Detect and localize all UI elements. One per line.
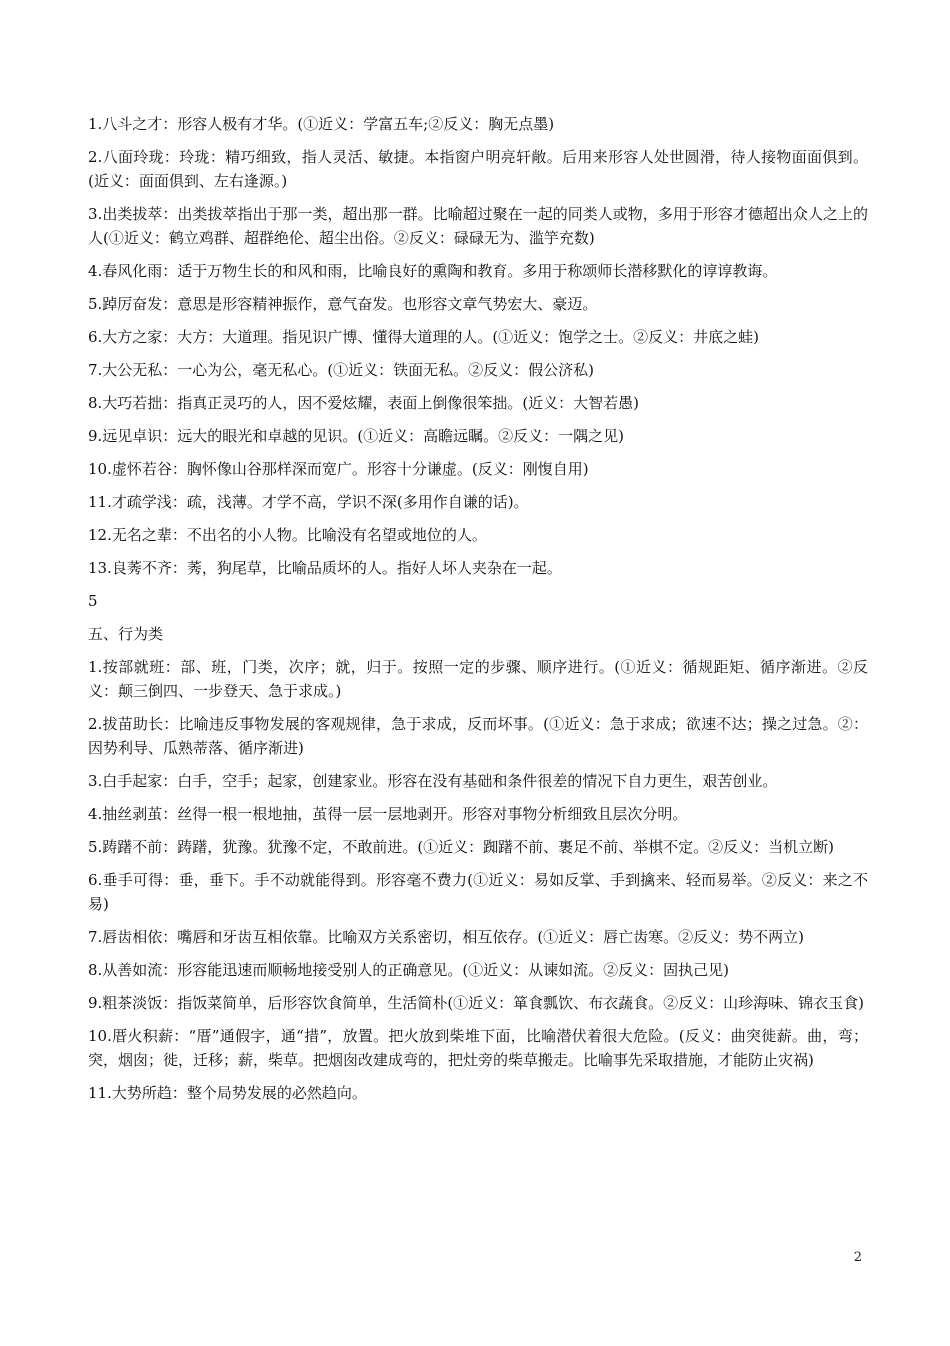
idiom-entry: 9.粗茶淡饭：指饭菜简单，后形容饮食简单，生活简朴(①近义：箪食瓢饮、布衣蔬食。②反义：山珍海味、锦衣玉食) — [88, 994, 865, 1012]
idiom-entry: 5.踌躇不前：踌躇，犹豫。犹豫不定，不敢前进。(①近义：踟躇不前、裹足不前、举棋不定。②反义：当机立断) — [88, 838, 835, 856]
idiom-entry: 2.拔苗助长：比喻违反事物发展的客观规律，急于求成，反而坏事。(①近义：急于求成；欲速不达；操之过急。②：因势利导、瓜熟蒂落、循序渐进) — [88, 715, 868, 757]
idiom-entry: 4.春风化雨：适于万物生长的和风和雨，比喻良好的熏陶和教育。多用于称颂师长潜移默化的谆谆教诲。 — [88, 262, 778, 280]
idiom-entry: 10.虚怀若谷：胸怀像山谷那样深而宽广。形容十分谦虚。(反义：刚愎自用) — [88, 460, 589, 478]
section-heading: 五、行为类 — [88, 625, 164, 643]
section-separator: 5 — [88, 592, 98, 610]
page-number: 2 — [853, 1250, 862, 1265]
idiom-entry: 10.厝火积薪：“厝”通假字，通“措”，放置。把火放到柴堆下面，比喻潜伏着很大危险。(反义：曲突徙薪。曲，弯；突，烟囱；徙，迁移；薪，柴草。把烟囱改建成弯的，把灶旁的柴草搬走。比喻事先采取措施，才能防止灾祸) — [88, 1027, 868, 1069]
idiom-entry: 1.按部就班：部、班，门类，次序；就，归于。按照一定的步骤、顺序进行。(①近义：循规距矩、循序渐进。②反义：颠三倒四、一步登天、急于求成。) — [88, 658, 868, 700]
idiom-entry: 5.踔厉奋发：意思是形容精神振作，意气奋发。也形容文章气势宏大、豪迈。 — [88, 295, 598, 313]
idiom-entry: 11.才疏学浅：疏，浅薄。才学不高，学识不深(多用作自谦的话)。 — [88, 493, 529, 511]
idiom-entry: 6.垂手可得：垂，垂下。手不动就能得到。形容毫不费力(①近义：易如反掌、手到擒来、轻而易举。②反义：来之不易) — [88, 871, 868, 913]
idiom-entry: 6.大方之家：大方：大道理。指见识广博、懂得大道理的人。(①近义：饱学之士。②反义：井底之蛙) — [88, 328, 760, 346]
idiom-entry: 1.八斗之才：形容人极有才华。(①近义：学富五车;②反义：胸无点墨) — [88, 115, 555, 133]
idiom-entry: 11.大势所趋：整个局势发展的必然趋向。 — [88, 1084, 367, 1102]
idiom-entry: 3.出类拔萃：出类拔萃指出于那一类，超出那一群。比喻超过聚在一起的同类人或物，多用于形容才德超出众人之上的人(①近义：鹤立鸡群、超群绝伦、超尘出俗。②反义：碌碌无为、滥竽充数) — [88, 205, 868, 247]
idiom-entry: 4.抽丝剥茧：丝得一根一根地抽，茧得一层一层地剥开。形容对事物分析细致且层次分明。 — [88, 805, 688, 823]
idiom-entry: 3.白手起家：白手，空手；起家，创建家业。形容在没有基础和条件很差的情况下自力更生，艰苦创业。 — [88, 772, 778, 790]
idiom-entry: 12.无名之辈：不出名的小人物。比喻没有名望或地位的人。 — [88, 526, 487, 544]
idiom-entry: 2.八面玲珑：玲珑：精巧细致，指人灵活、敏捷。本指窗户明亮轩敞。后用来形容人处世圆滑，待人接物面面俱到。(近义：面面俱到、左右逢源。) — [88, 148, 868, 190]
idiom-entry: 13.良莠不齐：莠，狗尾草，比喻品质坏的人。指好人坏人夹杂在一起。 — [88, 559, 562, 577]
idiom-entry: 8.从善如流：形容能迅速而顺畅地接受别人的正确意见。(①近义：从谏如流。②反义：固执己见) — [88, 961, 730, 979]
idiom-entry: 7.大公无私：一心为公，毫无私心。(①近义：铁面无私。②反义：假公济私) — [88, 361, 595, 379]
idiom-entry: 9.远见卓识：远大的眼光和卓越的见识。(①近义：高瞻远瞩。②反义：一隅之见) — [88, 427, 625, 445]
idiom-entry: 7.唇齿相依：嘴唇和牙齿互相依靠。比喻双方关系密切，相互依存。(①近义：唇亡齿寒。②反义：势不两立) — [88, 928, 805, 946]
document-body — [88, 112, 868, 1114]
idiom-entry: 8.大巧若拙：指真正灵巧的人，因不爱炫耀，表面上倒像很笨拙。(近义：大智若愚) — [88, 394, 640, 412]
